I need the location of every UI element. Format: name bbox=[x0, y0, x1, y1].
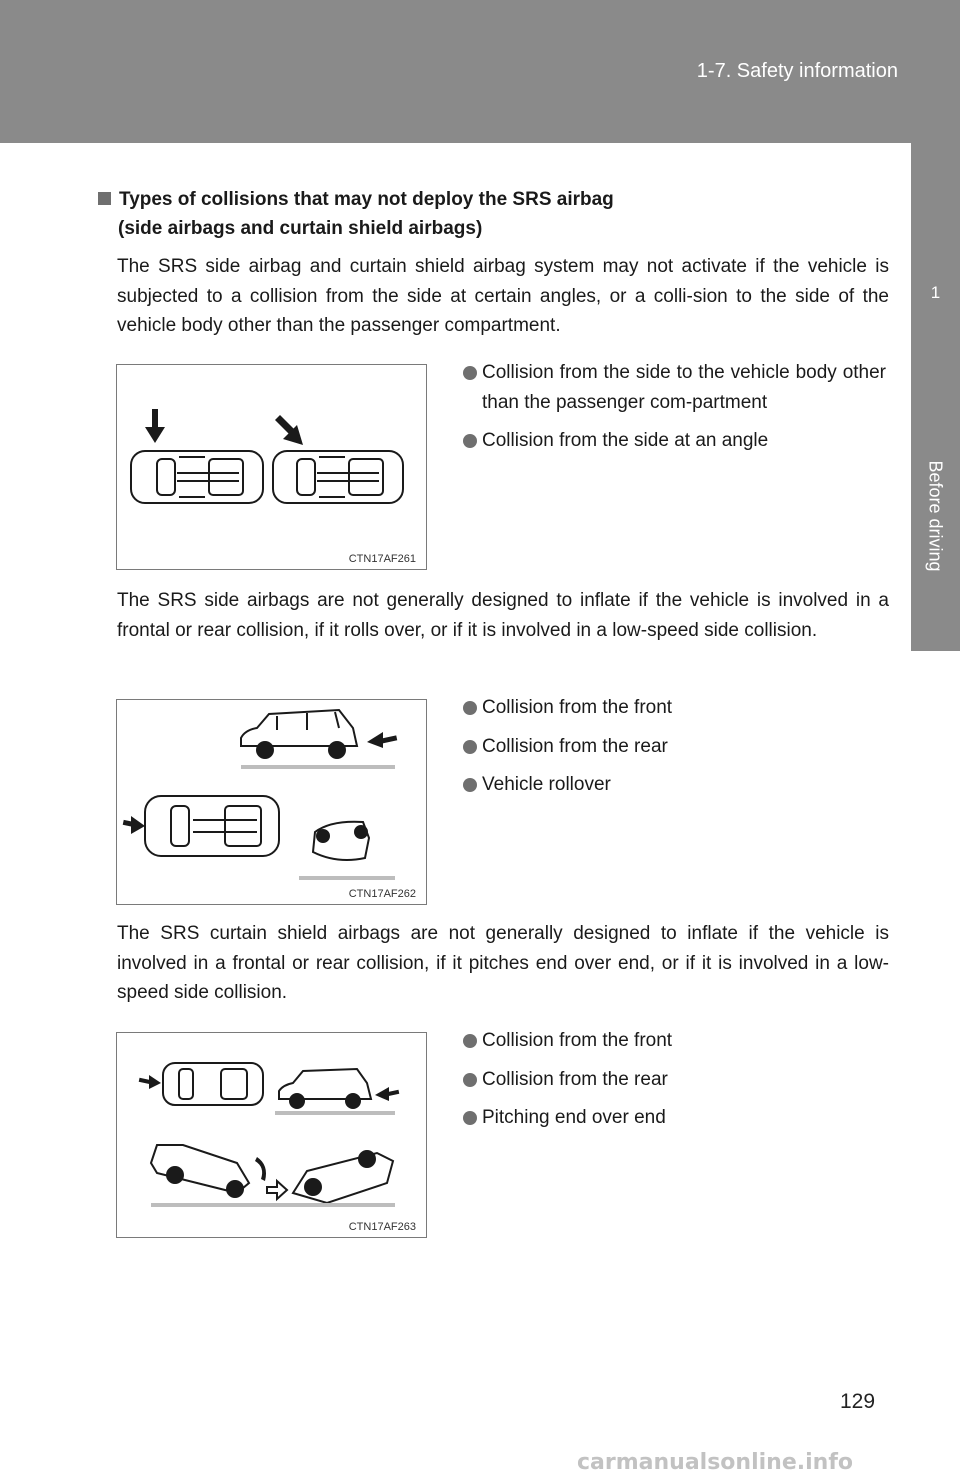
header-title: 1-7. Safety information bbox=[696, 60, 898, 82]
list-item: Collision from the front bbox=[462, 1026, 886, 1056]
watermark: carmanualsonline.info bbox=[577, 1450, 853, 1475]
bullet-dot-icon bbox=[463, 434, 477, 448]
figure-side-collisions bbox=[116, 364, 427, 570]
bullet-dot-icon bbox=[463, 1073, 477, 1087]
figure-code: CTN17AF261 bbox=[348, 553, 416, 565]
figure-code: CTN17AF262 bbox=[348, 888, 416, 900]
bullet-dot-icon bbox=[463, 778, 477, 792]
arrow-down-icon bbox=[145, 409, 165, 443]
pitching-car-icon bbox=[151, 1145, 249, 1197]
square-bullet-icon bbox=[98, 192, 111, 205]
hollow-arrow-icon bbox=[267, 1181, 287, 1199]
section-heading-line2: (side airbags and curtain shield airbags) bbox=[118, 218, 483, 239]
bullet-dot-icon bbox=[463, 1111, 477, 1125]
list-item: Vehicle rollover bbox=[462, 770, 886, 800]
car-top-view-icon bbox=[131, 451, 263, 503]
arrow-left-icon bbox=[375, 1087, 399, 1101]
paragraph-2: The SRS side airbags are not generally designed to inflate if the vehicle is involved in a frontal or rear collision, if it rolls over, or if it is involved in a low-speed side collision. bbox=[117, 590, 889, 641]
figure-side-airbag-exclusions bbox=[116, 699, 427, 905]
paragraph-3: The SRS curtain shield airbags are not generally designed to inflate if the vehicle is involved in a frontal or rear collision, if it pitches end over end, or if it is involved in a low-speed side collision. bbox=[117, 923, 889, 1003]
bullet-list-3 bbox=[462, 1026, 886, 1142]
paragraph-1: The SRS side airbag and curtain shield airbag system may not activate if the vehicle is subjected to a collision from the side at certain angles, or a colli-sion to the side of the vehicle body other than the passenger compartment. bbox=[117, 256, 889, 336]
car-side-view-icon bbox=[241, 710, 357, 746]
list-item: Collision from the side to the vehicle body other than the passenger com-partment bbox=[462, 358, 886, 417]
side-tab-number-block bbox=[911, 143, 960, 381]
side-airbag-exclusion-illustration bbox=[117, 700, 428, 906]
car-top-view-icon bbox=[145, 796, 279, 856]
bullet-dot-icon bbox=[463, 1034, 477, 1048]
side-collision-illustration bbox=[117, 365, 428, 571]
list-item: Collision from the side at an angle bbox=[462, 426, 886, 456]
figure-curtain-airbag-exclusions bbox=[116, 1032, 427, 1238]
list-item: Collision from the front bbox=[462, 693, 886, 723]
flipped-car-icon bbox=[293, 1151, 393, 1203]
arrow-diagonal-icon bbox=[275, 415, 303, 445]
car-top-view-icon bbox=[163, 1063, 263, 1105]
side-tab-number: 1 bbox=[930, 283, 941, 302]
wheel-icon bbox=[256, 741, 346, 759]
rollover-car-icon bbox=[313, 822, 369, 860]
bullet-list-1 bbox=[462, 358, 886, 465]
figure-code: CTN17AF263 bbox=[348, 1221, 416, 1233]
section-heading-line1: Types of collisions that may not deploy the SRS airbag bbox=[119, 189, 614, 210]
bullet-list-2 bbox=[462, 693, 886, 809]
arrow-right-icon bbox=[139, 1075, 161, 1089]
list-item: Pitching end over end bbox=[462, 1103, 886, 1133]
list-item: Collision from the rear bbox=[462, 732, 886, 762]
side-tab-label: Before driving bbox=[925, 460, 946, 572]
curtain-airbag-exclusion-illustration bbox=[117, 1033, 428, 1239]
wheel-icon bbox=[289, 1093, 361, 1109]
page-number: 129 bbox=[840, 1390, 876, 1413]
bullet-dot-icon bbox=[463, 366, 477, 380]
car-top-view-icon bbox=[273, 451, 403, 503]
arrow-left-icon bbox=[367, 732, 397, 748]
curved-arrow-icon bbox=[255, 1157, 266, 1181]
bullet-dot-icon bbox=[463, 701, 477, 715]
list-item: Collision from the rear bbox=[462, 1065, 886, 1095]
page-header bbox=[0, 0, 960, 143]
bullet-dot-icon bbox=[463, 740, 477, 754]
arrow-right-icon bbox=[123, 816, 145, 834]
section-heading bbox=[98, 185, 614, 243]
